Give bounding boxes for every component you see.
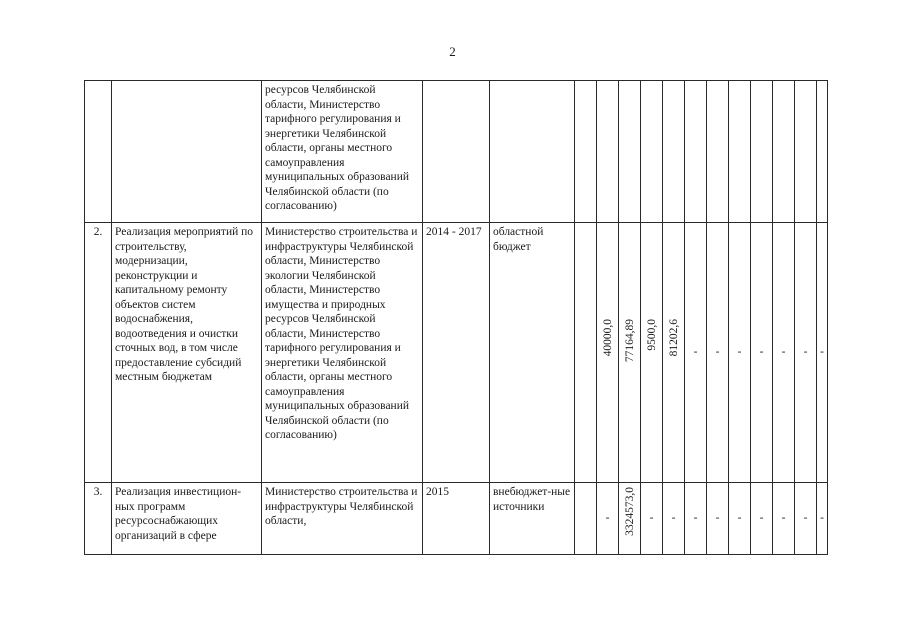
value-cell: -	[817, 223, 828, 483]
period-cell	[423, 81, 490, 223]
value-cell	[597, 223, 619, 483]
value-text: 81202,6	[667, 319, 680, 357]
table-row	[85, 223, 828, 483]
value-cell: -	[641, 483, 663, 555]
value-cell	[641, 81, 663, 223]
value-cell: -	[795, 483, 817, 555]
executor-cell: ресурсов Челябинской области, Министерство тарифного регулирования и энергетики Челябинской области, органы местного самоуправления муниципальных образований Челябинской области (по согласованию)	[262, 81, 423, 223]
value-cell	[707, 81, 729, 223]
row-number	[85, 81, 112, 223]
value-cell	[619, 483, 641, 555]
value-cell	[663, 223, 685, 483]
source-cell: областной бюджет	[490, 223, 575, 483]
executor-cell: Министерство строительства и инфраструктуры Челябинской области, Министерство экологии Челябинской области, Министерство имущества и природных ресурсов Челябинской области, Министерство тарифного регулирования и энергетики Челябинской области, органы местного самоуправления муниципальных образований Челябинской области (по согласованию)	[262, 223, 423, 483]
value-cell	[575, 81, 597, 223]
executor-cell: Министерство строительства и инфраструктуры Челябинской области,	[262, 483, 423, 555]
value-cell	[685, 81, 707, 223]
value-cell	[575, 223, 597, 483]
value-text: 77164,89	[623, 319, 636, 363]
program-table	[84, 80, 828, 555]
value-cell: -	[773, 223, 795, 483]
value-cell: -	[751, 223, 773, 483]
value-cell	[751, 81, 773, 223]
activity-cell: Реализация мероприятий по строительству, модернизации, реконструкции и капитальному ремонту объектов систем водоснабжения, водоотведения и очистки сточных вод, в том числе предоставление субсидий местным бюджетам	[112, 223, 262, 483]
row-number: 3.	[85, 483, 112, 555]
value-cell: -	[685, 483, 707, 555]
activity-cell	[112, 81, 262, 223]
value-cell	[729, 81, 751, 223]
value-cell: -	[685, 223, 707, 483]
value-text: 40000,0	[601, 319, 614, 357]
row-number: 2.	[85, 223, 112, 483]
value-cell	[619, 223, 641, 483]
value-cell	[575, 483, 597, 555]
value-cell: -	[817, 483, 828, 555]
value-cell	[817, 81, 828, 223]
page-number: 2	[449, 44, 456, 59]
value-cell	[641, 223, 663, 483]
value-cell	[619, 81, 641, 223]
table-row	[85, 483, 828, 555]
source-cell	[490, 81, 575, 223]
value-cell: -	[729, 223, 751, 483]
table-row	[85, 81, 828, 223]
value-cell: -	[751, 483, 773, 555]
value-cell: -	[707, 223, 729, 483]
value-text: 9500,0	[645, 319, 658, 351]
value-cell	[597, 81, 619, 223]
value-text: 3324573,0	[623, 487, 636, 536]
value-cell: -	[729, 483, 751, 555]
value-cell	[663, 81, 685, 223]
value-cell: -	[795, 223, 817, 483]
period-cell: 2014 - 2017	[423, 223, 490, 483]
value-cell: -	[663, 483, 685, 555]
value-cell	[795, 81, 817, 223]
period-cell: 2015	[423, 483, 490, 555]
source-cell: внебюджет-ные источники	[490, 483, 575, 555]
value-cell: -	[597, 483, 619, 555]
value-cell: -	[707, 483, 729, 555]
value-cell: -	[773, 483, 795, 555]
activity-cell: Реализация инвестицион-ных программ ресурсоснабжающих организаций в сфере	[112, 483, 262, 555]
value-cell	[773, 81, 795, 223]
